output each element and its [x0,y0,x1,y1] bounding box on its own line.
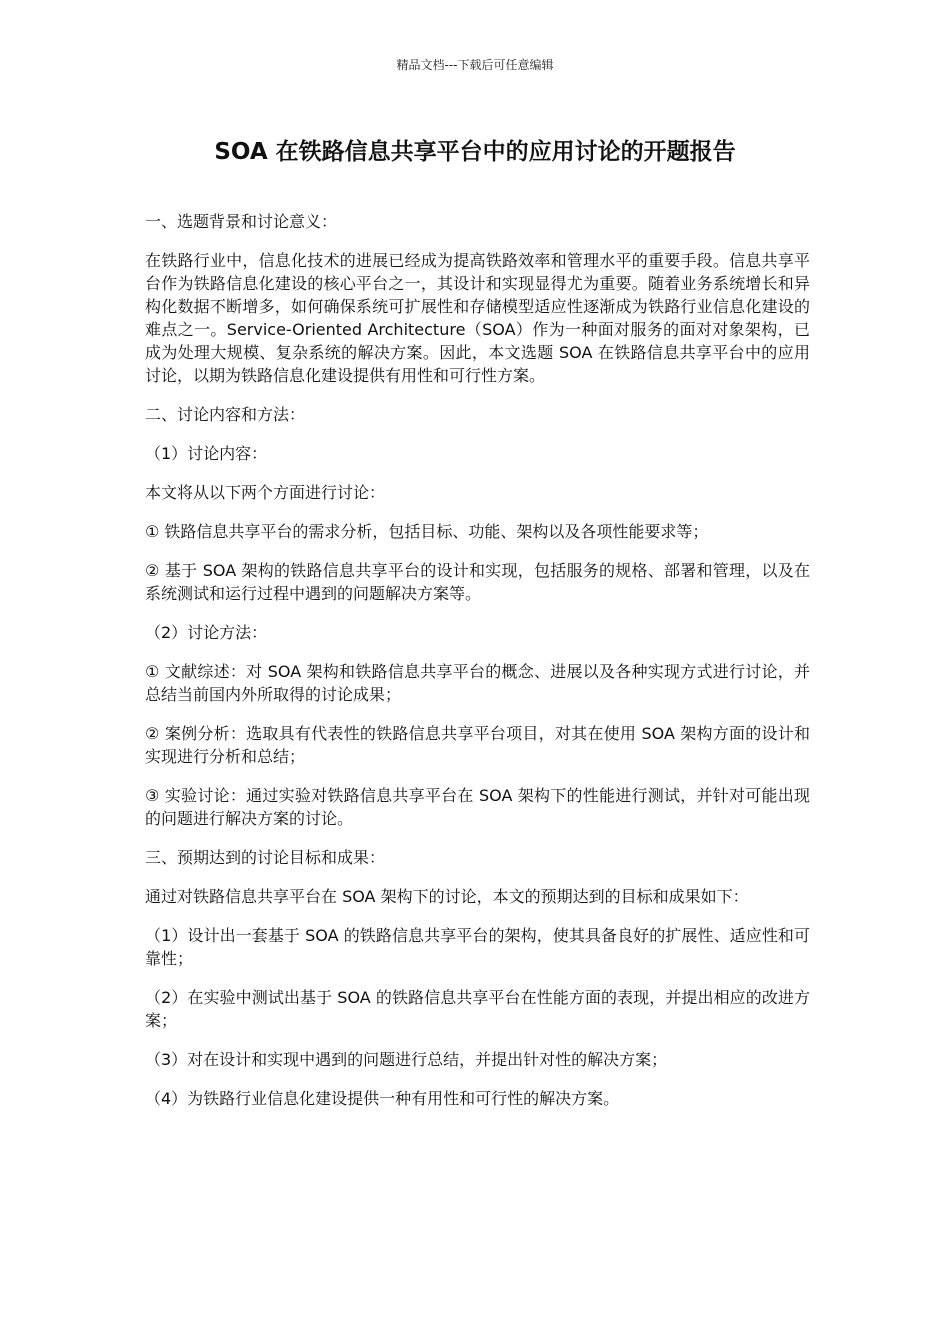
list-item-content-1: ① 铁路信息共享平台的需求分析，包括目标、功能、架构以及各项性能要求等； [145,522,709,541]
list-item-method-2: ② 案例分析：选取具有代表性的铁路信息共享平台项目，对其在使用 SOA 架构方面的设计和实现进行分析和总结； [145,724,810,766]
list-item-method-1: ① 文献综述：对 SOA 架构和铁路信息共享平台的概念、进展以及各种实现方式进行讨论，并总结当前国内外所取得的讨论成果； [145,662,810,704]
list-item-goal-1: （1）设计出一套基于 SOA 的铁路信息共享平台的架构，使其具备良好的扩展性、适应性和可靠性； [145,926,810,968]
section-heading-goals: 三、预期达到的讨论目标和成果： [145,848,386,867]
list-item-goal-2: （2）在实验中测试出基于 SOA 的铁路信息共享平台在性能方面的表现，并提出相应的改进方案； [145,988,810,1030]
document-body [145,210,810,1126]
paragraph-background: 在铁路行业中，信息化技术的进展已经成为提高铁路效率和管理水平的重要手段。信息共享平台作为铁路信息化建设的核心平台之一，其设计和实现显得尤为重要。随着业务系统增长和异构化数据不断增多，如何确保系统可扩展性和存储模型适应性逐渐成为铁路行业信息化建设的难点之一。Service-Oriented Architecture（SOA）作为一种面对服务的面对对象架构，已成为处理大规模、复杂系统的解决方案。因此，本文选题 SOA 在铁路信息共享平台中的应用讨论，以期为铁路信息化建设提供有用性和可行性方案。 [145,251,810,385]
section-heading-background: 一、选题背景和讨论意义： [145,212,338,231]
paragraph-content-intro: 本文将从以下两个方面进行讨论： [145,483,386,502]
list-item-goal-3: （3）对在设计和实现中遇到的问题进行总结，并提出针对性的解决方案； [145,1050,668,1069]
paragraph-goals-intro: 通过对铁路信息共享平台在 SOA 架构下的讨论，本文的预期达到的目标和成果如下： [145,887,749,906]
list-item-goal-4: （4）为铁路行业信息化建设提供一种有用性和可行性的解决方案。 [145,1089,620,1108]
document-title: SOA 在铁路信息共享平台中的应用讨论的开题报告 [214,139,736,165]
list-item-content-2: ② 基于 SOA 架构的铁路信息共享平台的设计和实现，包括服务的规格、部署和管理，以及在系统测试和运行过程中遇到的问题解决方案等。 [145,561,810,603]
subheading-method: （2）讨论方法： [145,623,268,642]
list-item-method-3: ③ 实验讨论：通过实验对铁路信息共享平台在 SOA 架构下的性能进行测试，并针对可能出现的问题进行解决方案的讨论。 [145,786,810,828]
header-note: 精品文档---下载后可任意编辑 [396,58,554,72]
section-heading-content-method: 二、讨论内容和方法： [145,405,306,424]
subheading-content: （1）讨论内容： [145,444,268,463]
